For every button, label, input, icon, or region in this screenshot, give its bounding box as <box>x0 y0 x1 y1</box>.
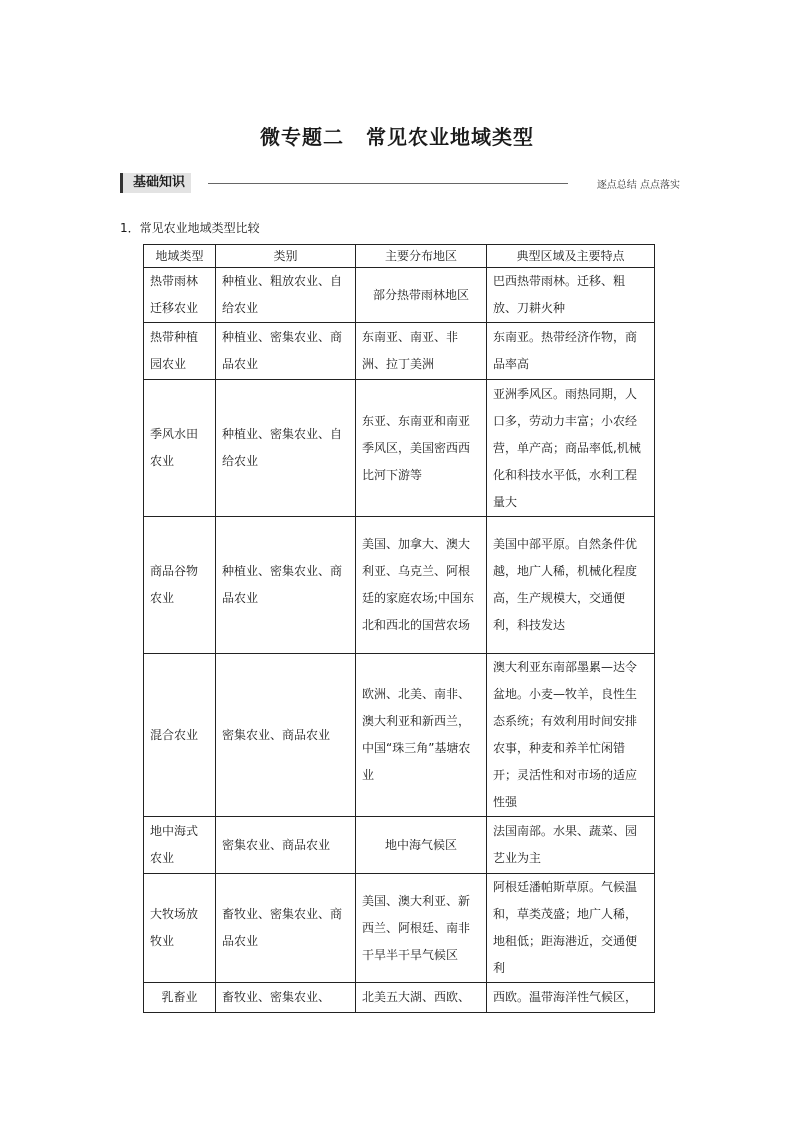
header-cell: 主要分布地区 <box>356 245 487 268</box>
feature-cell: 东南亚。热带经济作物，商品率高 <box>487 323 655 380</box>
type-cell: 季风水田农业 <box>144 380 216 517</box>
table-row <box>144 268 655 323</box>
type-cell: 热带雨林迁移农业 <box>144 268 216 323</box>
section-rule <box>208 183 568 184</box>
type-cell: 商品谷物农业 <box>144 517 216 654</box>
category-cell: 种植业、密集农业、自给农业 <box>216 380 356 517</box>
subheading: 1．常见农业地域类型比较 <box>120 221 260 235</box>
title-part1: 微专题二 <box>260 125 344 149</box>
area-cell: 东亚、东南亚和南亚季风区，美国密西西比河下游等 <box>356 380 487 517</box>
area-cell: 部分热带雨林地区 <box>356 268 487 323</box>
category-cell: 畜牧业、密集农业、商品农业 <box>216 874 356 983</box>
feature-cell: 美国中部平原。自然条件优越，地广人稀，机械化程度高，生产规模大，交通便利，科技发达 <box>487 517 655 654</box>
title-part2: 常见农业地域类型 <box>366 125 534 149</box>
section-header <box>120 172 680 194</box>
header-cell: 类别 <box>216 245 356 268</box>
page-title <box>0 121 794 150</box>
table-row <box>144 517 655 654</box>
table-row <box>144 380 655 517</box>
feature-cell: 阿根廷潘帕斯草原。气候温和，草类茂盛；地广人稀，地租低；距海港近，交通便利 <box>487 874 655 983</box>
table-row <box>144 817 655 874</box>
category-cell: 密集农业、商品农业 <box>216 654 356 817</box>
agriculture-table <box>143 244 655 1013</box>
type-cell: 地中海式农业 <box>144 817 216 874</box>
category-cell: 种植业、密集农业、商品农业 <box>216 517 356 654</box>
type-cell: 混合农业 <box>144 654 216 817</box>
category-cell: 密集农业、商品农业 <box>216 817 356 874</box>
area-cell: 地中海气候区 <box>356 817 487 874</box>
section-right-text: 逐点总结 点点落实 <box>596 180 680 191</box>
feature-cell: 巴西热带雨林。迁移、粗放、刀耕火种 <box>487 268 655 323</box>
type-cell: 热带种植园农业 <box>144 323 216 380</box>
feature-cell: 亚洲季风区。雨热同期，人口多，劳动力丰富；小农经营，单产高；商品率低,机械化和科技水平低，水利工程量大 <box>487 380 655 517</box>
type-cell: 乳畜业 <box>144 983 216 1013</box>
section-label: 基础知识 <box>120 173 191 193</box>
area-cell: 欧洲、北美、南非、澳大利亚和新西兰，中国“珠三角”基塘农业 <box>356 654 487 817</box>
feature-cell: 西欧。温带海洋性气候区， <box>487 983 655 1013</box>
category-cell: 种植业、粗放农业、自给农业 <box>216 268 356 323</box>
type-cell: 大牧场放牧业 <box>144 874 216 983</box>
feature-cell: 澳大利亚东南部墨累—达令盆地。小麦—牧羊，良性生态系统；有效利用时间安排农事，种麦和养羊忙闲错开；灵活性和对市场的适应性强 <box>487 654 655 817</box>
category-cell: 种植业、密集农业、商品农业 <box>216 323 356 380</box>
table-row <box>144 983 655 1013</box>
header-cell: 地域类型 <box>144 245 216 268</box>
category-cell: 畜牧业、密集农业、 <box>216 983 356 1013</box>
area-cell: 美国、澳大利亚、新西兰、阿根廷、南非干旱半干旱气候区 <box>356 874 487 983</box>
table-row <box>144 874 655 983</box>
table-header-row <box>144 245 655 268</box>
header-cell: 典型区域及主要特点 <box>487 245 655 268</box>
area-cell: 美国、加拿大、澳大利亚、乌克兰、阿根廷的家庭农场;中国东北和西北的国营农场 <box>356 517 487 654</box>
feature-cell: 法国南部。水果、蔬菜、园艺业为主 <box>487 817 655 874</box>
area-cell: 北美五大湖、西欧、 <box>356 983 487 1013</box>
table-row <box>144 654 655 817</box>
table-row <box>144 323 655 380</box>
area-cell: 东南亚、南亚、非洲、拉丁美洲 <box>356 323 487 380</box>
